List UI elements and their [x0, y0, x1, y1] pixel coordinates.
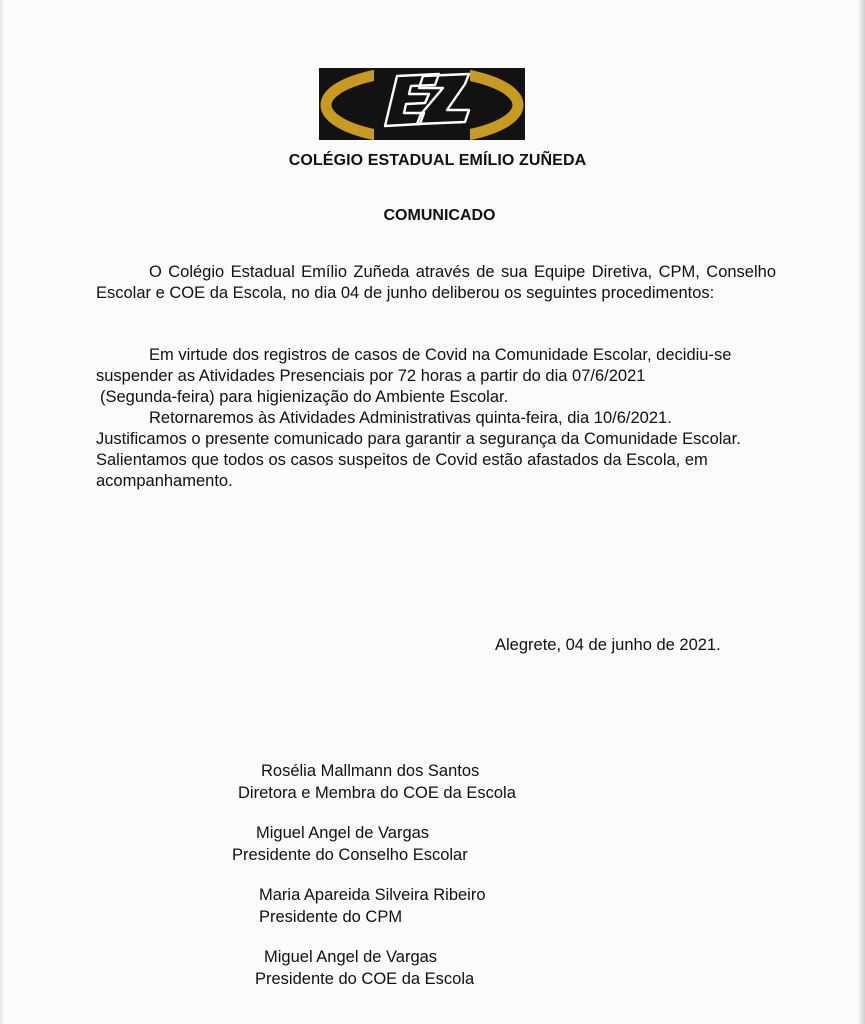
- signatory-role: Diretora e Membra do COE da Escola: [238, 784, 516, 802]
- place-and-date: Alegrete, 04 de junho de 2021.: [495, 636, 721, 654]
- signature-entry: [238, 760, 516, 804]
- signature-entry: [255, 946, 474, 990]
- body-line: suspender as Atividades Presenciais por 72 horas a partir do dia 07/6/2021: [96, 367, 646, 385]
- opening-paragraph: O Colégio Estadual Emílio Zuñeda através de sua Equipe Diretiva, CPM, Conselho Escolar e COE da Escola, no dia 04 de junho deliberou os seguintes procedimentos:: [96, 263, 776, 302]
- signatory-name: Miguel Angel de Vargas: [256, 824, 430, 842]
- signatory-role: Presidente do Conselho Escolar: [232, 846, 468, 864]
- body-line: Justificamos o presente comunicado para garantir a segurança da Comunidade Escolar.: [96, 430, 741, 448]
- signatory-role: Presidente do CPM: [259, 908, 403, 926]
- document-title: COMUNICADO: [383, 207, 496, 224]
- body-line: Retornaremos às Atividades Administrativas quinta-feira, dia 10/6/2021.: [149, 409, 672, 427]
- signature-entry: [259, 884, 486, 928]
- school-logo: [319, 68, 525, 140]
- body-line: acompanhamento.: [96, 472, 233, 490]
- signature-entry: [232, 822, 468, 866]
- body-line: Salientamos que todos os casos suspeitos de Covid estão afastados da Escola, em: [96, 451, 708, 469]
- decision-paragraph: [96, 345, 776, 492]
- signatory-name: Rosélia Mallmann dos Santos: [261, 762, 480, 780]
- signatory-role: Presidente do COE da Escola: [255, 970, 475, 988]
- signatory-name: Maria Apareida Silveira Ribeiro: [259, 886, 486, 904]
- school-name-heading: COLÉGIO ESTADUAL EMÍLIO ZUÑEDA: [288, 152, 587, 169]
- signatory-name: Miguel Angel de Vargas: [264, 948, 438, 966]
- body-line: Em virtude dos registros de casos de Covid na Comunidade Escolar, decidiu-se: [149, 346, 732, 364]
- ez-logo-icon: [319, 68, 525, 140]
- body-line: (Segunda-feira) para higienização do Ambiente Escolar.: [100, 388, 509, 406]
